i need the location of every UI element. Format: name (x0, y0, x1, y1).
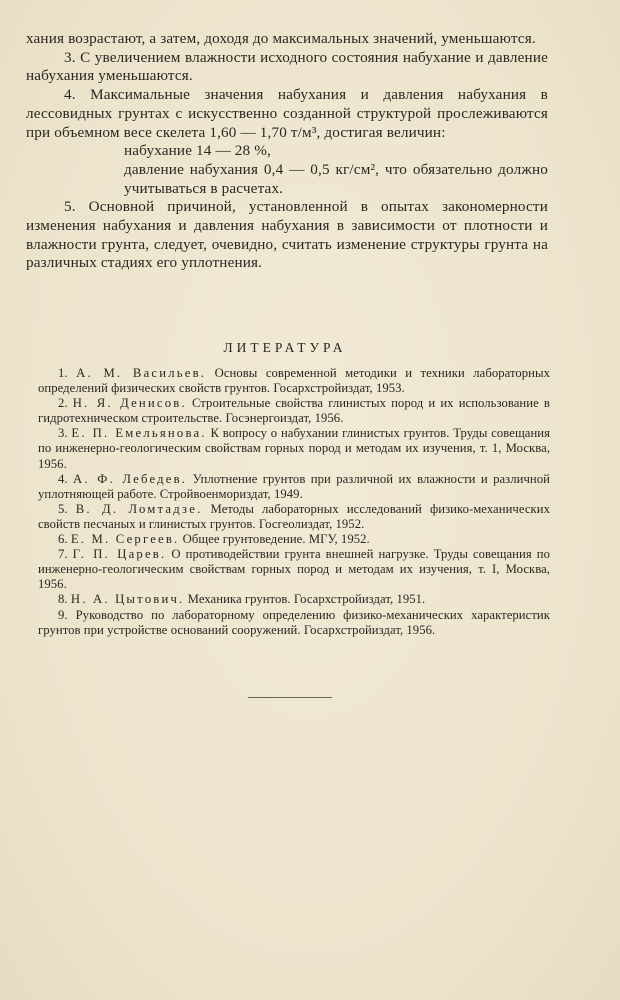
reference-number: 8. (58, 592, 68, 607)
reference-text: Механика грунтов. Госархстройиздат, 1951. (187, 592, 426, 607)
paragraph-continuation: хания возрастают, а затем, доходя до максимальных значений, уменьшаются. (26, 30, 536, 47)
paragraph-conclusion-3: 3. С увеличением влажности исходного состояния набухание и давление набухания уменьшаются. (26, 48, 548, 85)
reference-item (38, 426, 550, 471)
reference-item (38, 532, 550, 547)
reference-number: 6. (58, 532, 68, 547)
reference-text: Уплотнение грунтов при различной их влажности и различной уплотняющей работе. Стройвоенмориздат, 1949. (38, 471, 550, 501)
reference-author: А. М. Васильев. (76, 366, 207, 380)
reference-item (38, 608, 550, 638)
end-divider (248, 697, 332, 698)
reference-number: 7. (58, 547, 68, 562)
reference-text: Строительные свойства глинистых пород и их использование в гидротехническом строительстве. Госэнергоиздат, 1956. (38, 396, 550, 426)
reference-item (38, 547, 550, 592)
literature-heading: ЛИТЕРАТУРА (223, 340, 347, 355)
reference-text: К вопросу о набухании глинистых грунтов. Труды совещания по инженерно-геологическим свойствам горных пород и методам их изучения, т. 1, Москва, 1956. (38, 426, 551, 471)
reference-author: А. Ф. Лебедев. (73, 471, 188, 486)
paragraph-conclusion-5: 5. Основной причиной, установленной в опытах закономерности изменения набухания и давления набухания в зависимости от плотности и влажности грунта, следует, очевидно, считать изменение структуры грунта на различных стадиях его уплотнения. (26, 198, 548, 272)
reference-number: 2. (58, 396, 68, 411)
reference-list (38, 366, 550, 638)
body-text (26, 30, 548, 273)
reference-text: Общее грунтоведение. МГУ, 1952. (182, 532, 370, 547)
reference-item (38, 366, 550, 396)
reference-author: Г. П. Царев. (72, 547, 167, 562)
reference-author: В. Д. Ломтадзе. (75, 501, 203, 516)
formula-swelling: набухание 14 — 28 %, (124, 142, 271, 160)
reference-item (38, 472, 550, 502)
reference-author: Н. А. Цытович. (70, 592, 185, 607)
reference-item (38, 396, 550, 426)
reference-number: 5. (58, 501, 68, 516)
reference-author: Е. М. Сергеев. (70, 532, 180, 547)
reference-item (38, 502, 550, 532)
reference-number: 4. (58, 471, 68, 486)
paragraph-conclusion-4: 4. Максимальные значения набухания и давления набухания в лессовидных грунтах с искусственно созданной структурой прослеживаются при объемном весе скелета 1,60 — 1,70 т/м³, достигая величин: (26, 86, 548, 141)
reference-text: Руководство по лабораторному определению физико-механических характеристик грунтов при устройстве оснований сооружений. Госархстройиздат, 1956. (38, 607, 550, 637)
reference-text: Основы современной методики и техники лабораторных определений физических свойств грунтов. Госархстройиздат, 1953. (38, 366, 550, 396)
reference-text: Методы лабораторных исследований физико-механических свойств песчаных и глинистых грунтов. Госгеолиздат, 1952. (38, 501, 550, 531)
reference-author: Е. П. Емельянова. (71, 426, 207, 441)
reference-number: 9. (58, 607, 68, 622)
reference-number: 1. (58, 366, 68, 380)
reference-item (38, 592, 550, 607)
reference-author: Н. Я. Денисов. (72, 396, 187, 411)
reference-text: О противодействии грунта внешней нагрузке. Труды совещания по инженерно-геологическим свойствам горных пород и методам их изучения, т. I, Москва, 1956. (38, 547, 550, 592)
reference-number: 3. (58, 426, 68, 441)
formula-swelling-pressure: давление набухания 0,4 — 0,5 кг/см², что обязательно должно учитываться в расчетах. (124, 160, 548, 197)
